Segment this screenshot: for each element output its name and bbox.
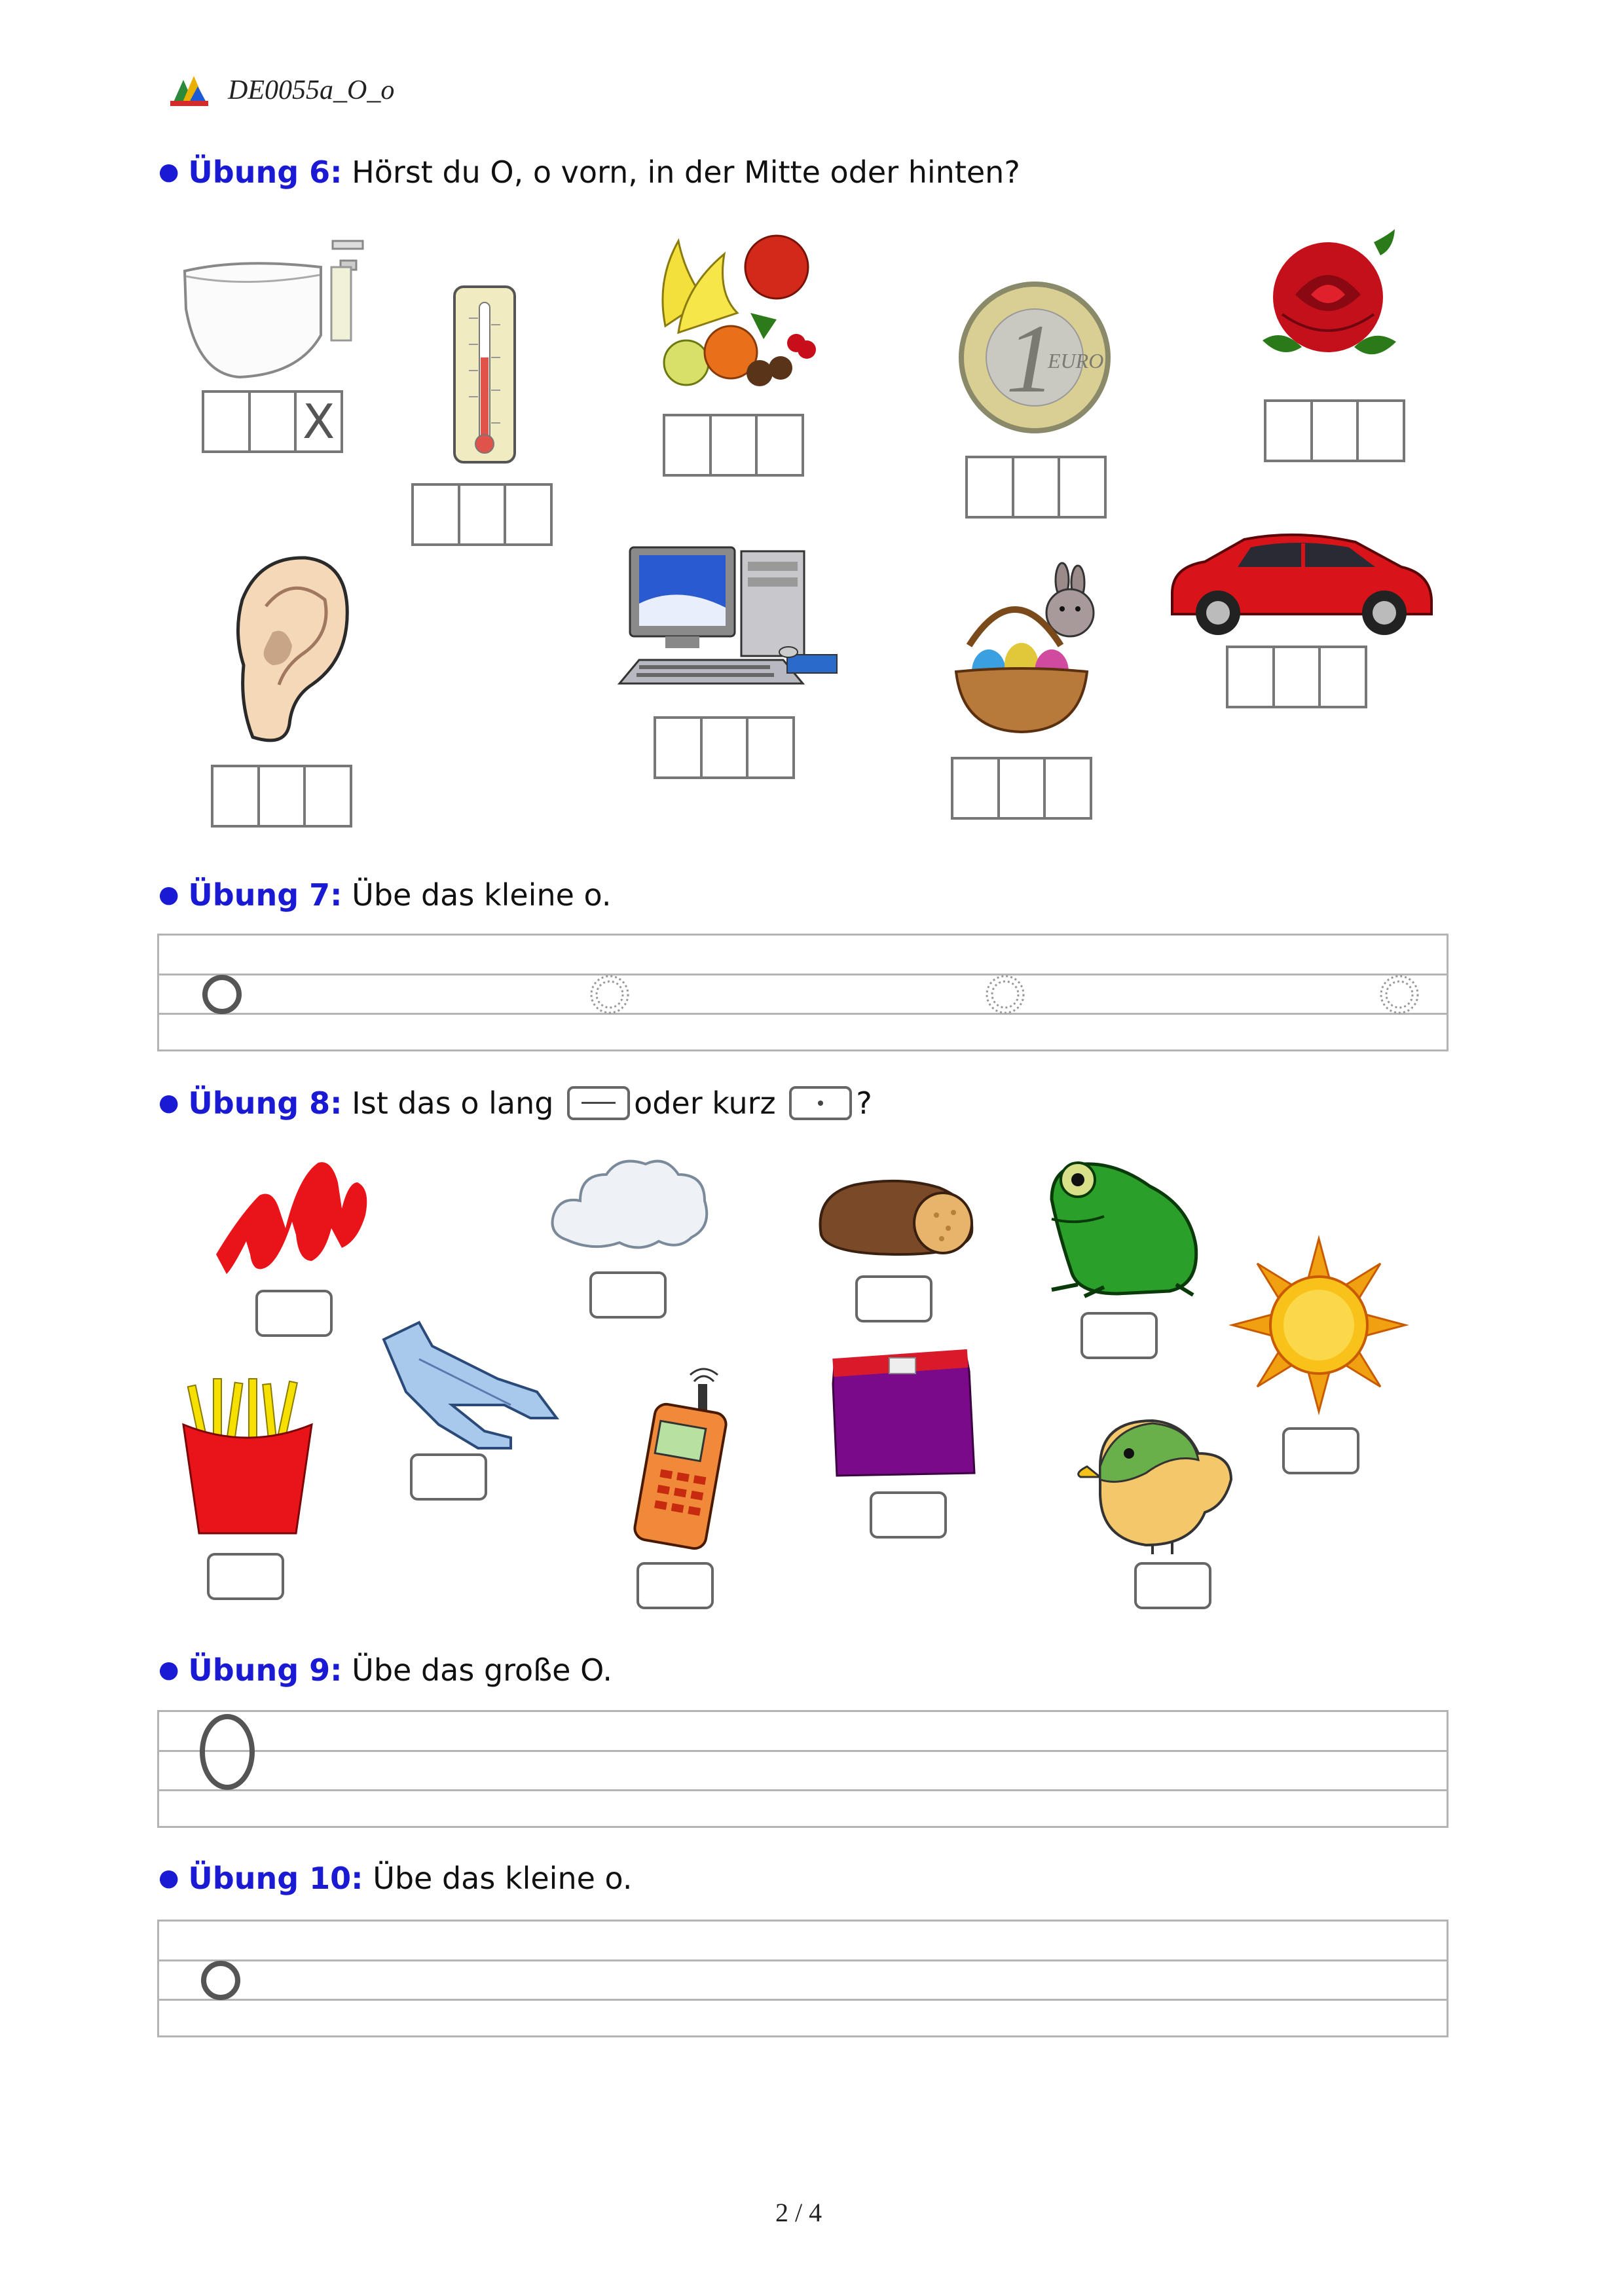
- sun-image: [1232, 1239, 1405, 1412]
- bullet-icon: ●: [158, 1865, 179, 1891]
- answer-cell-front[interactable]: [1228, 648, 1275, 706]
- answer-cell-middle[interactable]: [260, 767, 306, 825]
- letter-o-trace: [1378, 974, 1420, 1015]
- exercise-9-instruction: Übe das große O.: [352, 1652, 613, 1688]
- exercise-10-title: [158, 1861, 633, 1896]
- answer-cell-back[interactable]: [748, 719, 792, 776]
- exercise-6-title: [158, 155, 1020, 190]
- answer-box-phone[interactable]: [637, 1562, 714, 1609]
- answer-cell-middle[interactable]: [251, 393, 297, 450]
- answer-cell-middle[interactable]: [712, 416, 758, 474]
- answer-cell-back[interactable]: [1046, 759, 1090, 817]
- answer-boxes-fruit[interactable]: [663, 414, 804, 477]
- bullet-icon: ●: [158, 1089, 179, 1116]
- answer-boxes-euro[interactable]: [965, 456, 1107, 519]
- noodle-image: [213, 1156, 371, 1277]
- thermometer-image: [452, 285, 517, 465]
- skirt-image: [830, 1345, 976, 1478]
- computer-image: [613, 545, 849, 686]
- answer-cell-back[interactable]: [758, 416, 802, 474]
- answer-box-noodle[interactable]: [255, 1290, 333, 1337]
- jeans-image: [380, 1320, 561, 1451]
- exercise-7-instruction: Übe das kleine o.: [352, 877, 612, 913]
- answer-cell-back[interactable]: [1321, 648, 1365, 706]
- letter-capital-o-model: [197, 1712, 257, 1792]
- answer-cell-back[interactable]: [297, 393, 341, 450]
- car-image: [1166, 528, 1435, 636]
- exercise-8-title: [158, 1085, 872, 1123]
- coin-text: EURO: [1048, 349, 1104, 373]
- answer-box-jeans[interactable]: [410, 1453, 487, 1501]
- exercise-8-text-a: Ist das o lang: [352, 1085, 554, 1121]
- frog-image: [1039, 1154, 1200, 1299]
- document-code: DE0055a_O_o: [228, 75, 395, 105]
- answer-cell-front[interactable]: [213, 767, 260, 825]
- guide-line: [159, 1789, 1447, 1791]
- guide-line: [159, 1750, 1447, 1752]
- rose-image: [1256, 229, 1401, 373]
- writing-lines-10[interactable]: [157, 1920, 1449, 2037]
- letter-o-model: [200, 1959, 242, 2001]
- exercise-9-title: [158, 1652, 612, 1688]
- long-symbol-box: [567, 1086, 630, 1120]
- answer-boxes-toilet[interactable]: [202, 390, 343, 453]
- answer-cell-middle[interactable]: [1313, 402, 1359, 460]
- answer-boxes-computer[interactable]: [654, 716, 795, 779]
- cross-mark: X: [303, 394, 335, 449]
- cloud-image: [547, 1155, 712, 1253]
- answer-cell-back[interactable]: [1359, 402, 1403, 460]
- letter-o-trace: [589, 974, 631, 1015]
- letter-o-trace: [984, 974, 1026, 1015]
- answer-cell-middle[interactable]: [460, 486, 507, 543]
- exercise-10-label: Übung 10:: [188, 1861, 363, 1896]
- bullet-icon: ●: [158, 1656, 179, 1683]
- bullet-icon: ●: [158, 881, 179, 908]
- answer-cell-front[interactable]: [414, 486, 460, 543]
- exercise-7-label: Übung 7:: [188, 877, 342, 913]
- answer-box-frog[interactable]: [1080, 1312, 1158, 1359]
- answer-box-bread[interactable]: [855, 1275, 932, 1322]
- coin-number: 1: [1006, 304, 1055, 413]
- guide-line: [159, 974, 1447, 975]
- answer-cell-back[interactable]: [1060, 458, 1104, 516]
- answer-cell-back[interactable]: [506, 486, 550, 543]
- fries-image: [181, 1379, 314, 1536]
- answer-cell-middle[interactable]: [1275, 648, 1321, 706]
- guide-line: [159, 1959, 1447, 1961]
- answer-box-bird[interactable]: [1134, 1562, 1211, 1609]
- answer-boxes-rose[interactable]: [1264, 399, 1405, 462]
- letter-o-model: [201, 974, 243, 1015]
- answer-cell-front[interactable]: [953, 759, 1000, 817]
- answer-boxes-car[interactable]: [1226, 646, 1367, 708]
- exercise-6-label: Übung 6:: [188, 155, 342, 190]
- easter-basket-image: [950, 567, 1107, 738]
- toilet-image: [181, 237, 371, 382]
- answer-cell-back[interactable]: [306, 767, 350, 825]
- answer-boxes-easter-basket[interactable]: [951, 757, 1092, 820]
- answer-cell-front[interactable]: [665, 416, 712, 474]
- answer-box-fries[interactable]: [207, 1553, 284, 1600]
- writing-lines-9[interactable]: [157, 1710, 1449, 1828]
- exercise-9-label: Übung 9:: [188, 1652, 342, 1688]
- bullet-icon: ●: [158, 158, 179, 185]
- bird-image: [1074, 1414, 1235, 1554]
- answer-cell-front[interactable]: [1266, 402, 1313, 460]
- logo-icon: [169, 73, 210, 107]
- writing-lines-7[interactable]: [157, 934, 1449, 1051]
- answer-cell-middle[interactable]: [1014, 458, 1061, 516]
- exercise-6-instruction: Hörst du O, o vorn, in der Mitte oder hinten?: [352, 155, 1020, 190]
- exercise-10-instruction: Übe das kleine o.: [373, 1861, 633, 1896]
- page-number: 2 / 4: [775, 2198, 822, 2227]
- short-symbol-box: [789, 1086, 852, 1120]
- answer-cell-front[interactable]: [204, 393, 251, 450]
- exercise-8-text-c: ?: [856, 1085, 872, 1121]
- guide-line: [159, 1999, 1447, 2001]
- guide-line: [159, 1013, 1447, 1015]
- exercise-7-title: [158, 877, 611, 913]
- answer-boxes-thermometer[interactable]: [411, 483, 553, 546]
- answer-boxes-ear[interactable]: [211, 765, 352, 828]
- answer-cell-middle[interactable]: [703, 719, 749, 776]
- answer-cell-front[interactable]: [656, 719, 703, 776]
- answer-cell-middle[interactable]: [1000, 759, 1046, 817]
- ear-image: [227, 554, 348, 748]
- answer-cell-front[interactable]: [968, 458, 1014, 516]
- answer-box-skirt[interactable]: [870, 1491, 947, 1539]
- answer-box-sun[interactable]: [1282, 1427, 1359, 1474]
- bread-image: [815, 1176, 976, 1257]
- answer-box-cloud[interactable]: [589, 1271, 667, 1319]
- exercise-8-label: Übung 8:: [188, 1085, 342, 1121]
- euro-coin-image: [956, 279, 1113, 436]
- exercise-8-text-b: oder kurz: [634, 1085, 776, 1121]
- fruit-image: [652, 228, 820, 393]
- phone-image: [635, 1368, 760, 1548]
